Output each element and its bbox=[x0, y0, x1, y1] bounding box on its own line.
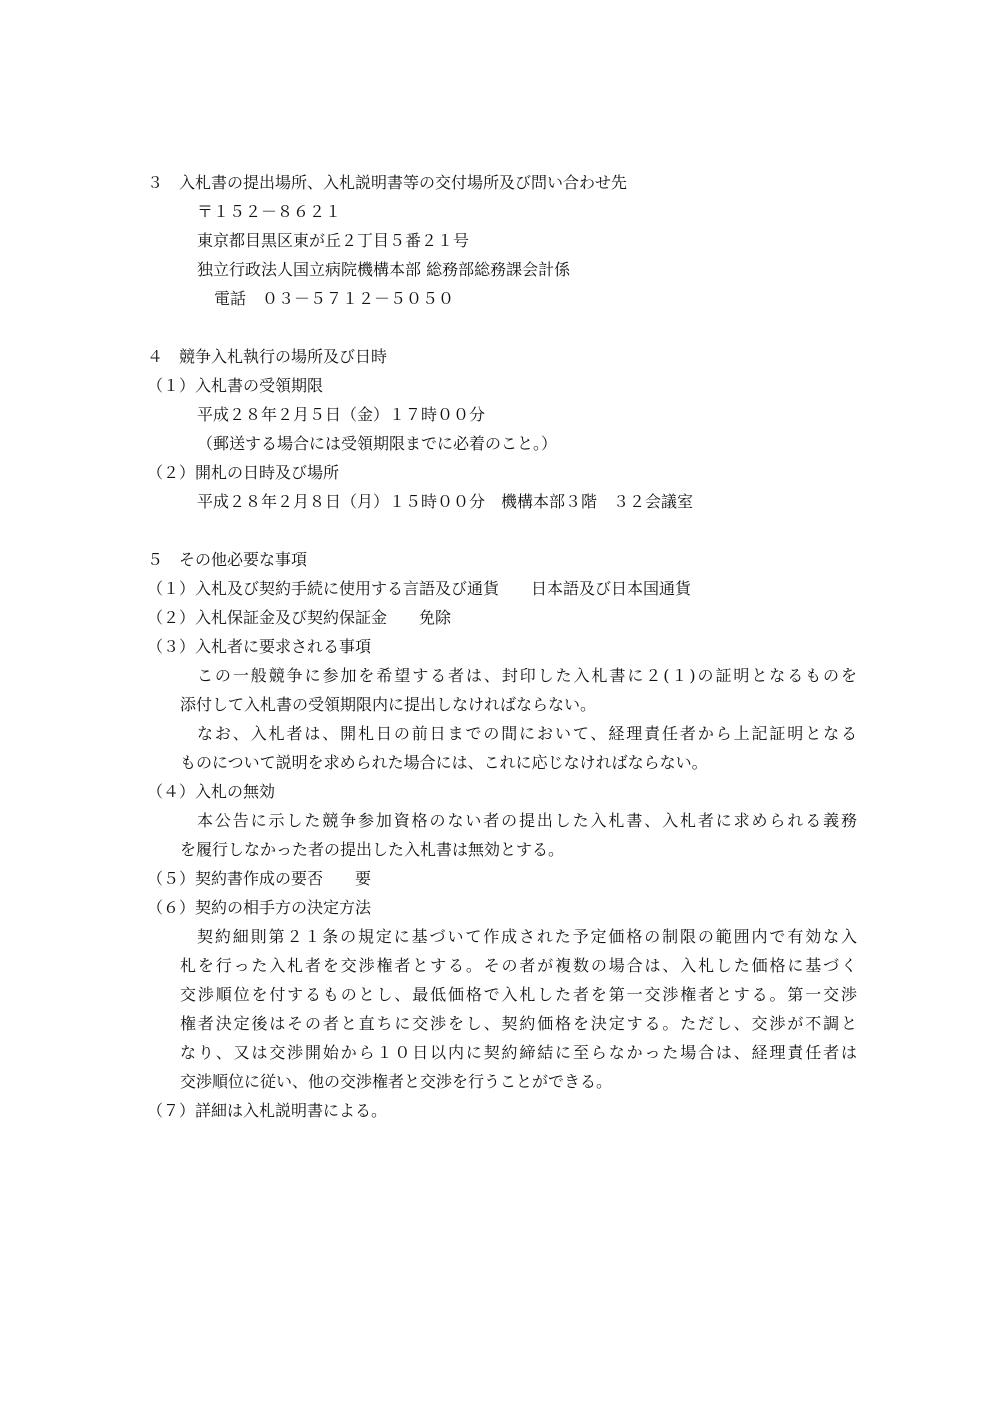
item6-line5: なり、又は交渉開始から１０日以内に契約締結に至らなかった場合は、経理責任者は bbox=[180, 1043, 857, 1062]
section4-item2-label: （２）開札の日時及び場所 bbox=[147, 463, 340, 482]
bid-opening-detail: 平成２８年２月８日（月）１５時００分 機構本部３階 ３２会議室 bbox=[197, 492, 694, 511]
item6-line6: 交渉順位に従い、他の交渉権者と交渉を行うことができる。 bbox=[180, 1072, 613, 1091]
section3-heading: ３ 入札書の提出場所、入札説明書等の交付場所及び問い合わせ先 bbox=[147, 173, 628, 192]
bid-deadline-date: 平成２８年２月５日（金）１７時００分 bbox=[197, 405, 486, 424]
office-name: 独立行政法人国立病院機構本部 総務部総務課会計係 bbox=[197, 260, 571, 279]
item6-line1: 契約細則第２１条の規定に基づいて作成された予定価格の制限の範囲内で有効な入 bbox=[197, 927, 857, 946]
section5-heading: ５ その他必要な事項 bbox=[147, 550, 308, 569]
section5-item6-label: （６）契約の相手方の決定方法 bbox=[147, 898, 372, 917]
section5-item7: （７）詳細は入札説明書による。 bbox=[147, 1101, 388, 1120]
section5-item4-label: （４）入札の無効 bbox=[147, 782, 276, 801]
section4-item1-label: （１）入札書の受領期限 bbox=[147, 376, 324, 395]
section5-item2: （２）入札保証金及び契約保証金 免除 bbox=[147, 608, 452, 627]
postal-code: 〒１５２－８６２１ bbox=[197, 202, 342, 221]
item6-line4: 権者決定後はその者と直ちに交渉をし、契約価格を決定する。ただし、交渉が不調と bbox=[180, 1014, 857, 1033]
item4-paragraph-line2: を履行しなかった者の提出した入札書は無効とする。 bbox=[180, 840, 565, 859]
section5-item1: （１）入札及び契約手続に使用する言語及び通貨 日本語及び日本国通貨 bbox=[147, 579, 692, 598]
item3-paragraph2-line1: なお、入札者は、開札日の前日までの間において、経理責任者から上記証明となる bbox=[197, 724, 857, 743]
section5-item5: （５）契約書作成の要否 要 bbox=[147, 869, 372, 888]
item3-paragraph1-line1: この一般競争に参加を希望する者は、封印した入札書に２(１)の証明となるものを bbox=[197, 666, 857, 685]
section5-item3-label: （３）入札者に要求される事項 bbox=[147, 637, 372, 656]
address: 東京都目黒区東が丘２丁目５番２１号 bbox=[197, 231, 470, 250]
phone-number: 電話 ０３－５７１２－５０５０ bbox=[214, 289, 455, 308]
item4-paragraph-line1: 本公告に示した競争参加資格のない者の提出した入札書、入札者に求められる義務 bbox=[197, 811, 857, 830]
bid-deadline-note: （郵送する場合には受領期限までに必着のこと。） bbox=[197, 434, 558, 453]
item6-line2: 札を行った入札者を交渉権者とする。その者が複数の場合は、入札した価格に基づく bbox=[180, 956, 857, 975]
section4-heading: ４ 競争入札執行の場所及び日時 bbox=[147, 347, 388, 366]
item3-paragraph1-line2: 添付して入札書の受領期限内に提出しなければならない。 bbox=[180, 695, 597, 714]
item6-line3: 交渉順位を付するものとし、最低価格で入札した者を第一交渉権者とする。第一交渉 bbox=[180, 985, 857, 1004]
item3-paragraph2-line2: ものについて説明を求められた場合には、これに応じなければならない。 bbox=[180, 753, 708, 772]
